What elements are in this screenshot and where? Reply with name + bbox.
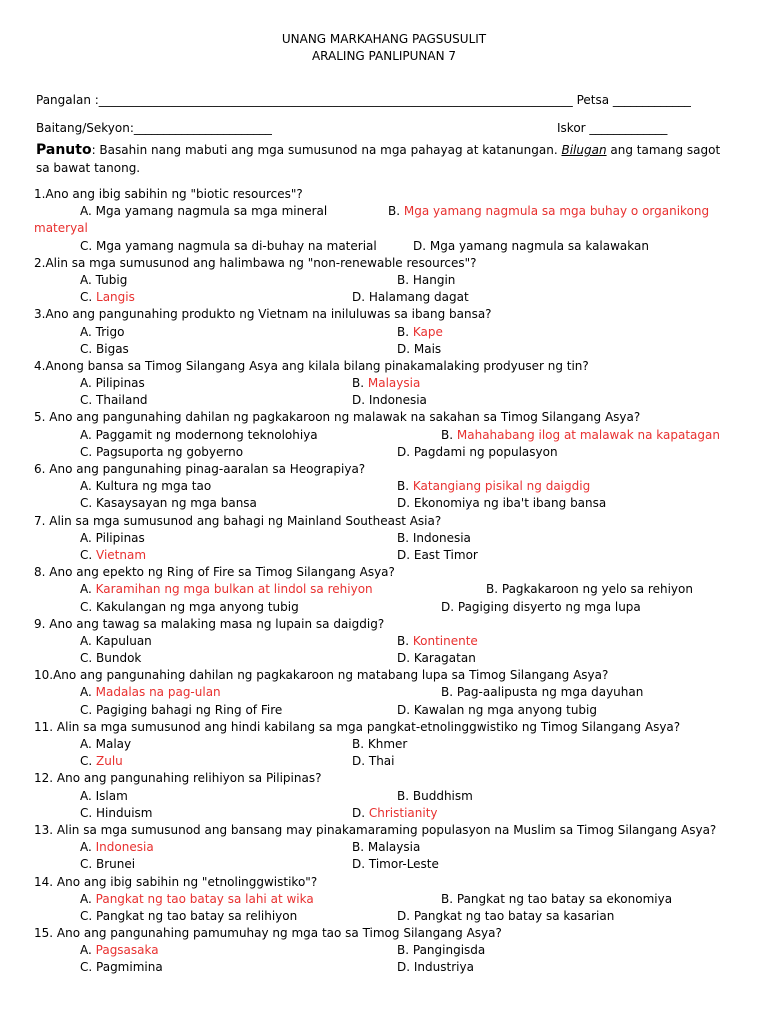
question-text: 14. Ano ang ibig sabihin ng "etnolinggwistiko"? — [34, 874, 318, 889]
option-letter: D. — [397, 496, 414, 511]
option-letter: C. — [80, 651, 97, 666]
option-d[interactable] — [352, 856, 439, 873]
question-text: 11. Alin sa mga sumusunod ang hindi kabilang sa mga pangkat-etnolinggwistiko ng Timog Silangang Asya? — [34, 719, 681, 734]
option-text: Pagkakaroon ng yelo sa rehiyon — [501, 582, 693, 597]
instructions — [36, 141, 736, 177]
option-text: Mais — [413, 341, 442, 356]
option-letter: A. — [80, 943, 96, 958]
score-line: Iskor _____________ — [557, 121, 668, 135]
option-text: Kawalan ng mga anyong tubig — [413, 702, 597, 717]
option-b[interactable] — [397, 942, 485, 959]
option-letter: B. — [397, 943, 413, 958]
question-8 — [0, 564, 768, 581]
option-letter: A. — [80, 737, 96, 751]
option-row — [0, 839, 768, 856]
option-letter: D. — [352, 857, 369, 872]
option-text: Pagiging bahagi ng Ring of Fire — [96, 702, 283, 717]
option-d[interactable] — [441, 599, 641, 616]
option-letter: A. — [80, 427, 96, 442]
option-b[interactable] — [441, 891, 672, 908]
option-text: Pagmimina — [96, 960, 163, 975]
instructions-label: Panuto — [36, 142, 92, 158]
option-letter: A. — [80, 324, 96, 339]
option-text: Pilipinas — [95, 530, 145, 545]
question-15 — [0, 925, 768, 942]
option-text: Pagsasaka — [95, 943, 159, 958]
option-a[interactable] — [80, 788, 128, 805]
option-letter: A. — [80, 582, 96, 597]
option-text: Pangkat ng tao batay sa kasarian — [413, 908, 615, 923]
option-b[interactable] — [397, 478, 590, 495]
question-12 — [0, 770, 768, 787]
option-letter: D. — [441, 599, 458, 614]
option-a[interactable] — [80, 942, 159, 959]
option-letter: B. — [397, 479, 413, 494]
option-text: Pangkat ng tao batay sa ekonomiya — [456, 891, 673, 906]
question-6 — [0, 461, 768, 478]
option-row — [0, 753, 768, 770]
option-letter: D. — [397, 702, 414, 717]
question-text: 5. Ano ang pangunahing dahilan ng pagkakaroon ng malawak na sakahan sa Timog Silangang Asya? — [34, 410, 641, 425]
option-text: Malay — [95, 737, 132, 751]
option-b[interactable] — [352, 736, 407, 753]
option-letter: B. — [486, 582, 502, 597]
option-letter: B. — [441, 427, 457, 442]
option-d[interactable] — [352, 753, 395, 770]
option-c[interactable] — [80, 547, 146, 564]
option-row — [0, 392, 768, 409]
question-3 — [0, 306, 768, 323]
option-letter: B. — [397, 272, 413, 287]
option-d[interactable] — [397, 908, 614, 925]
option-text: Pagsuporta ng gobyerno — [96, 444, 244, 459]
option-text: Zulu — [96, 754, 123, 769]
option-wrap-row — [0, 220, 768, 237]
option-d[interactable] — [397, 495, 606, 512]
option-d[interactable] — [352, 392, 427, 409]
option-row — [0, 736, 768, 753]
option-text: Paggamit ng modernong teknolohiya — [95, 427, 318, 442]
option-letter: D. — [352, 393, 369, 408]
option-c[interactable] — [80, 650, 141, 667]
option-row — [0, 272, 768, 289]
option-letter: C. — [80, 341, 97, 356]
option-d[interactable] — [397, 341, 441, 358]
option-text: Indonesia — [368, 393, 427, 408]
question-5 — [0, 409, 768, 426]
option-letter: A. — [80, 479, 96, 494]
question-1 — [0, 186, 768, 203]
question-10 — [0, 667, 768, 684]
option-letter: C. — [80, 754, 97, 769]
option-letter: C. — [80, 496, 97, 511]
option-row — [0, 495, 768, 512]
option-c[interactable] — [80, 289, 135, 306]
option-letter: D. — [352, 754, 369, 769]
question-9 — [0, 616, 768, 633]
option-letter: B. — [352, 737, 368, 751]
option-letter: A. — [80, 204, 96, 219]
option-text: Buddhism — [412, 788, 473, 803]
question-text: 13. Alin sa mga sumusunod ang bansang may pinakamaraming populasyon na Muslim sa Timog Silangang Asya? — [34, 822, 717, 837]
option-b[interactable] — [486, 581, 693, 598]
option-row — [0, 581, 768, 598]
option-b[interactable] — [397, 788, 473, 805]
option-text: Mga yamang nagmula sa di-buhay na material — [96, 238, 377, 253]
question-text: 12. Ano ang pangunahing relihiyon sa Pilipinas? — [34, 771, 322, 786]
option-text: Khmer — [367, 737, 408, 751]
option-b[interactable] — [397, 530, 471, 547]
option-c[interactable] — [80, 908, 297, 925]
option-c[interactable] — [80, 238, 377, 255]
option-row — [0, 891, 768, 908]
option-text: Indonesia — [412, 530, 471, 545]
option-letter: B. — [352, 840, 368, 855]
option-row — [0, 702, 768, 719]
option-a[interactable] — [80, 203, 327, 220]
option-letter: A. — [80, 840, 96, 855]
option-letter: C. — [80, 960, 97, 975]
option-text: Kapuluan — [95, 633, 152, 648]
option-b[interactable] — [441, 684, 643, 701]
option-row — [0, 341, 768, 358]
exam-title: UNANG MARKAHANG PAGSUSULIT — [281, 32, 487, 46]
option-letter: D. — [397, 547, 414, 562]
option-row — [0, 324, 768, 341]
option-text: Bigas — [96, 341, 129, 356]
option-d[interactable] — [397, 702, 597, 719]
option-row — [0, 238, 768, 255]
option-letter: D. — [397, 651, 414, 666]
option-letter: D. — [352, 805, 369, 820]
option-b[interactable] — [397, 324, 443, 341]
instructions-text-end: ang tamang sagot sa bawat tanong. — [36, 143, 721, 175]
option-a[interactable] — [80, 324, 124, 341]
option-a[interactable] — [80, 633, 152, 650]
option-text: Trigo — [95, 324, 125, 339]
option-a[interactable] — [80, 839, 154, 856]
option-b[interactable] — [397, 633, 478, 650]
option-row — [0, 599, 768, 616]
option-text: Pangkat ng tao batay sa relihiyon — [96, 908, 298, 923]
option-text: Pagdami ng populasyon — [413, 444, 558, 459]
option-text: Kape — [412, 324, 443, 339]
option-letter: C. — [80, 702, 97, 717]
option-letter: D. — [397, 341, 414, 356]
option-text: Thailand — [96, 393, 148, 408]
option-letter: B. — [397, 530, 413, 545]
option-letter: B. — [397, 324, 413, 339]
option-letter: A. — [80, 685, 96, 700]
question-text: 9. Ano ang tawag sa malaking masa ng lupain sa daigdig? — [34, 616, 385, 631]
option-c[interactable] — [80, 495, 257, 512]
option-d[interactable] — [397, 959, 474, 976]
option-row — [0, 633, 768, 650]
option-d[interactable] — [397, 444, 558, 461]
option-text: Bundok — [96, 651, 142, 666]
option-letter: B. — [441, 891, 457, 906]
option-text: Malaysia — [367, 840, 421, 855]
option-text: Kontinente — [412, 633, 478, 648]
option-text: Pag-aalipusta ng mga dayuhan — [456, 685, 644, 700]
option-text: Christianity — [368, 805, 438, 820]
option-a[interactable] — [80, 736, 131, 753]
option-text: Katangiang pisikal ng daigdig — [412, 479, 591, 494]
option-a[interactable] — [80, 684, 221, 701]
name-date-line: Pangalan :_______________________________________________________________________________ Petsa _____________ — [36, 93, 691, 107]
option-letter: A. — [80, 633, 96, 648]
option-d[interactable] — [352, 805, 438, 822]
option-b[interactable] — [352, 375, 420, 392]
question-text: 2.Alin sa mga sumusunod ang halimbawa ng "non-renewable resources"? — [34, 255, 477, 270]
question-13 — [0, 822, 768, 839]
option-text-continued: materyal — [34, 221, 88, 236]
option-text: East Timor — [413, 547, 478, 562]
option-letter: A. — [80, 788, 96, 803]
option-letter: C. — [80, 805, 97, 820]
question-text: 1.Ano ang ibig sabihin ng "biotic resources"? — [34, 187, 303, 201]
option-letter: C. — [80, 857, 97, 872]
option-text: Islam — [95, 788, 128, 803]
option-a[interactable] — [80, 530, 145, 547]
option-text: Karagatan — [413, 651, 476, 666]
option-row — [0, 289, 768, 306]
option-letter: C. — [80, 290, 97, 305]
instructions-emphasis: Bilugan — [561, 143, 607, 157]
option-text: Hinduism — [96, 805, 153, 820]
option-a[interactable] — [80, 427, 318, 444]
instructions-text: : Basahin nang mabuti ang mga sumusunod na mga pahayag at katanungan. — [91, 143, 562, 157]
option-letter: B. — [397, 788, 413, 803]
option-a[interactable] — [80, 375, 145, 392]
option-letter: B. — [388, 204, 404, 219]
option-c[interactable] — [80, 856, 135, 873]
option-letter: D. — [413, 238, 430, 253]
question-text: 10.Ano ang pangunahing dahilan ng pagkakaroon ng matabang lupa sa Timog Silangang Asya? — [34, 668, 609, 683]
option-text: Industriya — [413, 960, 474, 975]
option-text: Vietnam — [96, 547, 147, 562]
option-text: Brunei — [96, 857, 136, 872]
option-row — [0, 856, 768, 873]
option-row — [0, 375, 768, 392]
option-text: Karamihan ng mga bulkan at lindol sa rehiyon — [95, 582, 373, 597]
question-11 — [0, 719, 768, 736]
option-row — [0, 427, 768, 444]
option-row — [0, 530, 768, 547]
option-text: Indonesia — [95, 840, 154, 855]
option-text: Pangkat ng tao batay sa lahi at wika — [95, 891, 314, 906]
option-c[interactable] — [80, 805, 152, 822]
option-text: Mga yamang nagmula sa mga mineral — [95, 204, 328, 219]
option-text: Hangin — [412, 272, 456, 287]
option-row — [0, 684, 768, 701]
option-d[interactable] — [397, 650, 476, 667]
question-list — [0, 186, 768, 977]
option-letter: B. — [441, 685, 457, 700]
option-letter: C. — [80, 547, 97, 562]
option-d[interactable] — [397, 547, 478, 564]
option-text: Thai — [368, 754, 395, 769]
option-letter: A. — [80, 891, 96, 906]
option-text: Langis — [96, 290, 135, 305]
option-text: Malaysia — [367, 376, 421, 391]
option-text: Mga yamang nagmula sa mga buhay o organikong — [403, 204, 710, 219]
option-b[interactable] — [388, 203, 709, 220]
option-text: Kasaysayan ng mga bansa — [96, 496, 257, 511]
option-text: Pagiging disyerto ng mga lupa — [457, 599, 641, 614]
option-a[interactable] — [80, 478, 211, 495]
option-letter: A. — [80, 530, 96, 545]
option-c[interactable] — [80, 392, 148, 409]
option-text: Kakulangan ng mga anyong tubig — [96, 599, 299, 614]
option-text: Ekonomiya ng iba't ibang bansa — [413, 496, 607, 511]
question-text: 15. Ano ang pangunahing pamumuhay ng mga tao sa Timog Silangang Asya? — [34, 926, 502, 941]
option-d[interactable] — [352, 289, 469, 306]
option-row — [0, 959, 768, 976]
option-letter: D. — [397, 444, 414, 459]
option-letter: B. — [397, 633, 413, 648]
option-row — [0, 788, 768, 805]
option-row — [0, 805, 768, 822]
option-text: Madalas na pag-ulan — [95, 685, 221, 700]
option-c[interactable] — [80, 444, 243, 461]
option-row — [0, 444, 768, 461]
option-row — [0, 942, 768, 959]
exam-subtitle: ARALING PANLIPUNAN 7 — [311, 49, 457, 63]
option-text: Pilipinas — [95, 376, 145, 391]
option-letter: A. — [80, 272, 96, 287]
option-letter: D. — [352, 290, 369, 305]
section-line: Baitang/Sekyon:_______________________ — [36, 121, 272, 135]
option-text: Tubig — [95, 272, 128, 287]
option-b[interactable] — [397, 272, 455, 289]
option-text: Mahahabang ilog at malawak na kapatagan — [456, 427, 720, 442]
option-text: Timor-Leste — [368, 857, 439, 872]
option-row — [0, 547, 768, 564]
question-2 — [0, 255, 768, 272]
option-letter: D. — [397, 908, 414, 923]
option-b[interactable] — [441, 427, 720, 444]
question-text: 4.Anong bansa sa Timog Silangang Asya ang kilala bilang pinakamalaking prodyuser ng tin? — [34, 358, 589, 373]
option-row — [0, 908, 768, 925]
question-4 — [0, 358, 768, 375]
option-letter: B. — [352, 376, 368, 391]
question-text: 6. Ano ang pangunahing pinag-aaralan sa Heograpiya? — [34, 462, 366, 476]
option-letter: C. — [80, 444, 97, 459]
option-letter: C. — [80, 393, 97, 408]
option-letter: A. — [80, 376, 96, 391]
option-a[interactable] — [80, 272, 127, 289]
option-c[interactable] — [80, 702, 282, 719]
option-c[interactable] — [80, 341, 129, 358]
option-d[interactable] — [413, 238, 649, 255]
option-letter: C. — [80, 908, 97, 923]
question-text: 8. Ano ang epekto ng Ring of Fire sa Timog Silangang Asya? — [34, 565, 395, 580]
option-text: Kultura ng mga tao — [95, 479, 212, 494]
option-letter: D. — [397, 960, 414, 975]
option-row — [0, 478, 768, 495]
option-a[interactable] — [80, 581, 373, 598]
question-text: 7. Alin sa mga sumusunod ang bahagi ng Mainland Southeast Asia? — [34, 513, 442, 528]
option-text: Halamang dagat — [368, 290, 469, 305]
option-row — [0, 203, 768, 220]
question-7 — [0, 513, 768, 530]
question-text: 3.Ano ang pangunahing produkto ng Vietnam na iniluluwas sa ibang bansa? — [34, 307, 492, 322]
option-b[interactable] — [352, 839, 420, 856]
question-14 — [0, 874, 768, 891]
option-c[interactable] — [80, 959, 163, 976]
option-letter: C. — [80, 599, 97, 614]
option-letter: C. — [80, 238, 97, 253]
option-text: Pangingisda — [412, 943, 486, 958]
option-text: Mga yamang nagmula sa kalawakan — [429, 238, 649, 253]
option-c[interactable] — [80, 599, 299, 616]
option-a[interactable] — [80, 891, 314, 908]
option-c[interactable] — [80, 753, 123, 770]
option-row — [0, 650, 768, 667]
